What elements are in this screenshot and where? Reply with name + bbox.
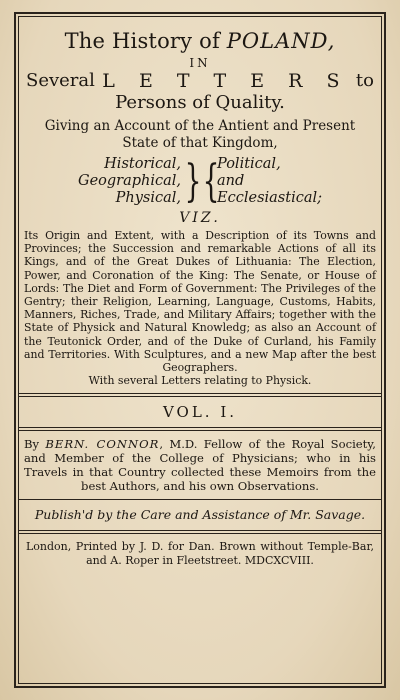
published-by: Publish'd by the Care and Assistance of Mr. Savage.	[34, 507, 366, 523]
imprint	[22, 540, 378, 568]
main-title	[22, 28, 378, 54]
title-persons: Persons of Quality.	[115, 92, 285, 113]
title-poland: POLAND,	[226, 29, 336, 53]
brace-right-column	[217, 156, 322, 207]
title-page-content	[22, 22, 378, 678]
imprint-year: MDCXCVIII.	[244, 554, 314, 568]
divider-lower	[18, 499, 382, 500]
brace-block	[22, 156, 378, 207]
author-details: , M.D. Fellow of the Royal Society, and Member of the College of Physicians; who in his Travels in that Country collected these Memoirs from the best Authors, and his own Observations.	[24, 437, 376, 494]
divider-top	[18, 393, 382, 397]
author-statement	[22, 437, 378, 493]
brace-left-item: Physical,	[115, 190, 182, 206]
brace-right-item: Ecclesiastical;	[217, 190, 322, 206]
volume-label: VOL. I.	[162, 403, 238, 422]
brace-left-column	[78, 156, 181, 207]
viz-heading: VIZ.	[179, 210, 221, 226]
brace-left-item: Geographical,	[78, 173, 182, 189]
title-to: to	[355, 70, 374, 91]
brace-left-item: Historical,	[104, 156, 182, 172]
left-brace-glyph: {	[202, 155, 220, 207]
title-prefix: The History of	[64, 29, 227, 53]
brace-right-item: and	[217, 173, 245, 189]
title-line-letters	[22, 70, 378, 92]
description-text: Its Origin and Extent, with a Description of its Towns and Provinces; the Succession and remarkable Actions of all its Kings, and of the Great Dukes of Lithuania: The Election, Power, and Coronation of the King: The Senate, or House of Lords: The Diet and Form of Government: The Privileges of the Gentry; their Religion, Learning, Language, Customs, Habits, Manners, Riches, Trade, and Military Affairs; together with the State of Physick and Natural Knowledg; as also an Account of the Teutonick Order, and of the Duke of Curland, his Family and Territories. With Sculptures, and a new Map after the best Geographers.	[24, 229, 376, 375]
description-last-line: With several Letters relating to Physick.	[88, 374, 312, 388]
author-by: By	[24, 437, 46, 452]
title-in: IN	[189, 56, 211, 70]
divider-bottom	[18, 530, 382, 534]
right-brace-glyph: }	[184, 155, 202, 207]
giving-line-1: Giving an Account of the Antient and Present	[44, 118, 356, 134]
description	[22, 229, 378, 387]
author-name: BERN. CONNOR	[45, 437, 160, 452]
giving-line-2: State of that Kingdom,	[122, 135, 278, 151]
giving-account	[22, 118, 378, 152]
brace-right-item: Political,	[217, 156, 281, 172]
title-several: Several	[26, 70, 95, 91]
divider-middle	[18, 427, 382, 431]
title-letters: L E T T E R S	[102, 70, 349, 92]
imprint-text: London, Printed by J. D. for Dan. Brown without Temple-Bar, and A. Roper in Fleetstreet.	[26, 540, 374, 568]
